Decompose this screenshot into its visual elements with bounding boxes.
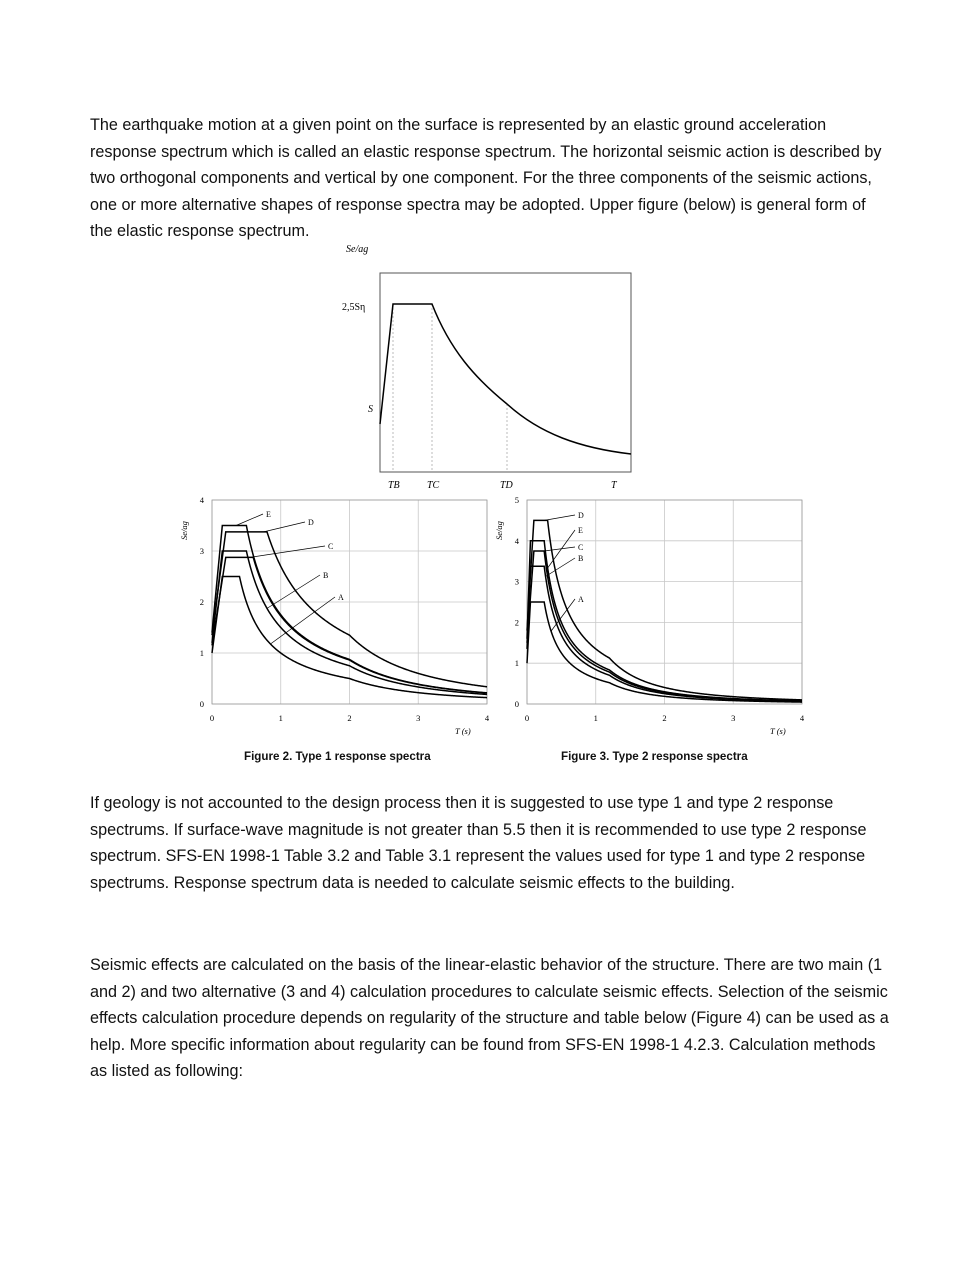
fig2-series-b-leader <box>267 575 320 608</box>
fig2-series-d-leader <box>264 522 305 532</box>
general-xmark-td: TD <box>500 480 513 491</box>
fig2-series-d-label: D <box>308 518 314 527</box>
fig3-y-tick-label: 0 <box>514 699 519 709</box>
figure2-chart <box>175 492 495 747</box>
fig2-y-tick-label: 4 <box>199 495 204 505</box>
fig2-series-b-label: B <box>323 571 329 580</box>
geology-paragraph: If geology is not accounted to the design process then it is suggested to use type 1 and type 2 response spectrums. If surface-wave magnitude is not greater than 5.5 then it is recommended to use type 2 response spectrum. SFS-EN 1998-1 Table 3.2 and Table 3.1 represent the values used for type 1 and type 2 response spectrums. Response spectrum data is needed to calculate seismic effects to the building. <box>90 794 867 892</box>
figure2-caption: Figure 2. Type 1 response spectra <box>244 750 431 763</box>
fig3-y-tick-label: 1 <box>514 658 519 669</box>
fig3-y-axis-label: Se/ag <box>494 521 504 540</box>
fig3-y-tick-label: 3 <box>514 576 519 587</box>
general-xmark-tc: TC <box>427 480 440 491</box>
fig2-series-e-label: E <box>266 510 271 519</box>
fig3-y-tick-label: 2 <box>514 617 519 628</box>
fig3-x-tick-label: 4 <box>799 713 805 723</box>
general-ylabel: Se/ag <box>346 244 369 255</box>
fig2-series-c-leader <box>250 546 325 557</box>
fig3-series-d-label: D <box>578 511 584 520</box>
general-spectrum-curve <box>380 304 631 454</box>
fig2-series-a-label: A <box>338 593 344 602</box>
fig2-x-tick-label: 0 <box>209 713 215 723</box>
intro-paragraph: The earthquake motion at a given point on the surface is represented by an elastic ground acceleration response spectrum which is called an elastic response spectrum. The horizontal seismic action is described by two orthogonal components and vertical by one component. For the three components of the seismic actions, one or more alternative shapes of response spectra may be adopted. Upper figure (below) is general form of the elastic response spectrum. <box>90 116 882 241</box>
fig2-x-axis-label: T (s) <box>455 726 471 736</box>
general-ymark-plateau: 2,5Sη <box>342 302 366 313</box>
general-xmark-tb: TB <box>388 480 400 491</box>
fig3-series-b-label: B <box>578 554 584 563</box>
fig2-x-tick-label: 3 <box>416 713 421 723</box>
general-ymark-s: S <box>368 404 373 415</box>
fig3-x-tick-label: 2 <box>662 713 667 723</box>
general-plot-frame <box>380 273 631 472</box>
fig3-x-axis-label: T (s) <box>770 726 786 736</box>
figure3-caption: Figure 3. Type 2 response spectra <box>561 750 748 763</box>
fig3-series-d-leader <box>544 515 575 520</box>
fig2-y-axis-label: Se/ag <box>179 521 189 540</box>
fig3-series-e-label: E <box>578 526 583 535</box>
general-spectrum-figure <box>330 238 640 493</box>
fig3-series-c-leader <box>544 547 575 551</box>
fig2-x-tick-label: 4 <box>484 713 490 723</box>
fig3-y-tick-label: 5 <box>514 495 519 505</box>
fig2-y-tick-label: 2 <box>199 597 204 607</box>
fig3-y-tick-label: 4 <box>514 535 519 546</box>
fig2-y-tick-label: 1 <box>199 648 204 658</box>
fig3-x-tick-label: 0 <box>524 713 530 723</box>
fig2-series-e-leader <box>236 514 263 526</box>
seismic-effects-paragraph: Seismic effects are calculated on the basis of the linear-elastic behavior of the structure. There are two main (1 and 2) and two alternative (3 and 4) calculation procedures to calculate seismic effects. Selection of the seismic effects calculation procedure depends on regularity of the structure and table below (Figure 4) can be used as a help. More specific information about regularity can be found from SFS-EN 1998-1 4.2.3. Calculation methods as listed as following: <box>90 956 889 1081</box>
fig2-series-c-label: C <box>328 542 334 551</box>
fig2-y-tick-label: 0 <box>199 699 204 709</box>
fig2-x-tick-label: 1 <box>278 713 283 723</box>
figure3-chart <box>490 492 810 747</box>
fig2-y-tick-label: 3 <box>199 546 204 556</box>
fig3-x-tick-label: 1 <box>593 713 598 723</box>
fig3-series-c-label: C <box>578 543 584 552</box>
general-xmark-t: T <box>611 480 617 491</box>
fig2-x-tick-label: 2 <box>347 713 352 723</box>
fig3-x-tick-label: 3 <box>731 713 736 723</box>
fig3-series-b-leader <box>546 558 575 577</box>
fig3-series-a-label: A <box>578 595 584 604</box>
